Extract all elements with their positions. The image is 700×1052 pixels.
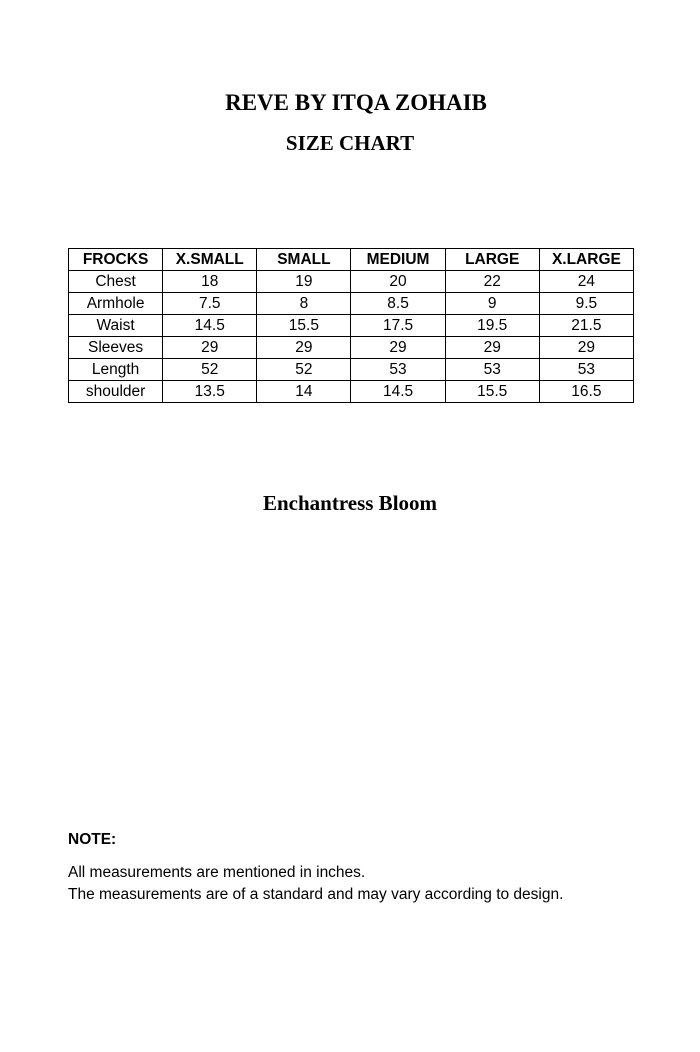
- table-row-length: [69, 359, 634, 381]
- table-cell: 17.5: [351, 315, 445, 337]
- table-row-shoulder: [69, 381, 634, 403]
- table-cell: 15.5: [445, 381, 539, 403]
- table-cell: 21.5: [539, 315, 633, 337]
- note-line-disclaimer: The measurements are of a standard and may vary according to design.: [68, 886, 564, 903]
- table-cell: 53: [445, 359, 539, 381]
- table-cell: 29: [163, 337, 257, 359]
- table-cell: 29: [539, 337, 633, 359]
- table-cell: 52: [163, 359, 257, 381]
- brand-title: REVE BY ITQA ZOHAIB: [225, 90, 487, 115]
- row-label: shoulder: [69, 381, 163, 403]
- note-body: [68, 862, 688, 906]
- table-cell: 14: [257, 381, 351, 403]
- table-row-waist: [69, 315, 634, 337]
- table-cell: 19.5: [445, 315, 539, 337]
- table-row-armhole: [69, 293, 634, 315]
- size-table-header: [69, 249, 634, 271]
- row-label: Length: [69, 359, 163, 381]
- column-header-small: SMALL: [257, 249, 351, 271]
- collection-name: Enchantress Bloom: [262, 491, 438, 515]
- table-cell: 13.5: [163, 381, 257, 403]
- row-label: Sleeves: [69, 337, 163, 359]
- column-header-xlarge: X.LARGE: [539, 249, 633, 271]
- table-cell: 53: [539, 359, 633, 381]
- row-label: Chest: [69, 271, 163, 293]
- table-row-sleeves: [69, 337, 634, 359]
- table-cell: 24: [539, 271, 633, 293]
- note-line-units: All measurements are mentioned in inches.: [68, 864, 366, 881]
- table-cell: 14.5: [163, 315, 257, 337]
- table-cell: 53: [351, 359, 445, 381]
- row-label: Armhole: [69, 293, 163, 315]
- size-chart-table: [68, 248, 634, 403]
- column-header-xsmall: X.SMALL: [163, 249, 257, 271]
- row-label: Waist: [69, 315, 163, 337]
- table-cell: 18: [163, 271, 257, 293]
- column-header-frocks: FROCKS: [69, 249, 163, 271]
- table-cell: 9.5: [539, 293, 633, 315]
- table-cell: 16.5: [539, 381, 633, 403]
- size-table-body: [69, 271, 634, 403]
- size-chart-title: SIZE CHART: [285, 131, 415, 155]
- table-cell: 29: [257, 337, 351, 359]
- table-cell: 22: [445, 271, 539, 293]
- table-cell: 7.5: [163, 293, 257, 315]
- table-cell: 19: [257, 271, 351, 293]
- table-header-row: [69, 249, 634, 271]
- table-cell: 8.5: [351, 293, 445, 315]
- table-cell: 29: [445, 337, 539, 359]
- table-cell: 14.5: [351, 381, 445, 403]
- table-cell: 52: [257, 359, 351, 381]
- table-cell: 20: [351, 271, 445, 293]
- table-row-chest: [69, 271, 634, 293]
- note-heading: NOTE:: [68, 831, 117, 848]
- column-header-large: LARGE: [445, 249, 539, 271]
- table-cell: 15.5: [257, 315, 351, 337]
- table-cell: 8: [257, 293, 351, 315]
- table-cell: 29: [351, 337, 445, 359]
- table-cell: 9: [445, 293, 539, 315]
- column-header-medium: MEDIUM: [351, 249, 445, 271]
